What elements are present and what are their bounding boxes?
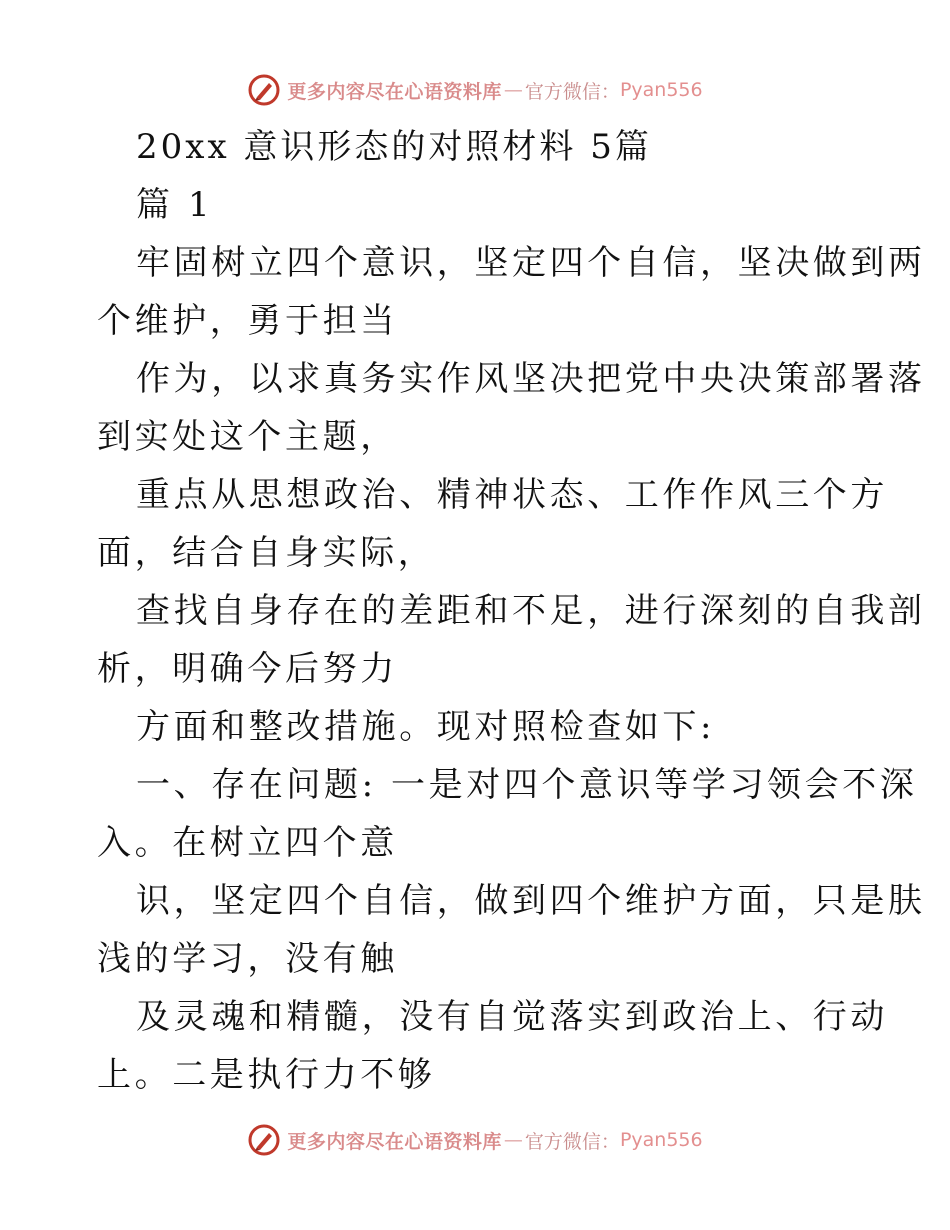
banner-text: 更多内容尽在心语资料库 (287, 80, 502, 103)
paragraph-line: 入。在树立四个意 (97, 823, 398, 863)
section-heading: 篇 1 (136, 185, 214, 225)
banner-text: 更多内容尽在心语资料库 (287, 1130, 502, 1153)
paragraph-line: 识，坚定四个自信，做到四个维护方面，只是肤 (136, 881, 926, 921)
paragraph-line: 方面和整改措施。现对照检查如下: (136, 707, 716, 747)
banner-dash: — (503, 1129, 523, 1151)
paragraph-line: 面，结合自身实际， (97, 533, 436, 573)
pen-circle-logo-icon (247, 1123, 281, 1157)
banner-wechat-label: 官方微信： (524, 1130, 620, 1153)
banner-wechat-id: Pyan556 (619, 1129, 703, 1151)
paragraph-line: 牢固树立四个意识，坚定四个自信，坚决做到两 (136, 243, 926, 283)
paragraph-line: 个维护，勇于担当 (97, 301, 398, 341)
banner-wechat-label: 官方微信： (524, 80, 620, 103)
pen-circle-logo-icon (247, 73, 281, 107)
document-body (97, 118, 926, 1104)
paragraph-line: 析，明确今后努力 (97, 649, 398, 689)
footer-banner (0, 1118, 950, 1162)
paragraph-line: 一、存在问题: 一是对四个意识等学习领会不深 (136, 765, 918, 805)
paragraph-line: 作为，以求真务实作风坚决把党中央决策部署落 (136, 359, 926, 399)
paragraph-line: 及灵魂和精髓，没有自觉落实到政治上、行动 (136, 997, 888, 1037)
header-banner (0, 68, 950, 112)
banner-wechat-id: Pyan556 (619, 79, 703, 101)
paragraph-line: 上。二是执行力不够 (97, 1055, 436, 1095)
paragraph-line: 重点从思想政治、精神状态、工作作风三个方 (136, 475, 888, 515)
document-title: 20xx 意识形态的对照材料 5篇 (136, 127, 652, 167)
banner-dash: — (503, 79, 523, 101)
paragraph-line: 查找自身存在的差距和不足，进行深刻的自我剖 (136, 591, 926, 631)
paragraph-line: 到实处这个主题， (97, 417, 398, 457)
paragraph-line: 浅的学习，没有触 (97, 939, 398, 979)
